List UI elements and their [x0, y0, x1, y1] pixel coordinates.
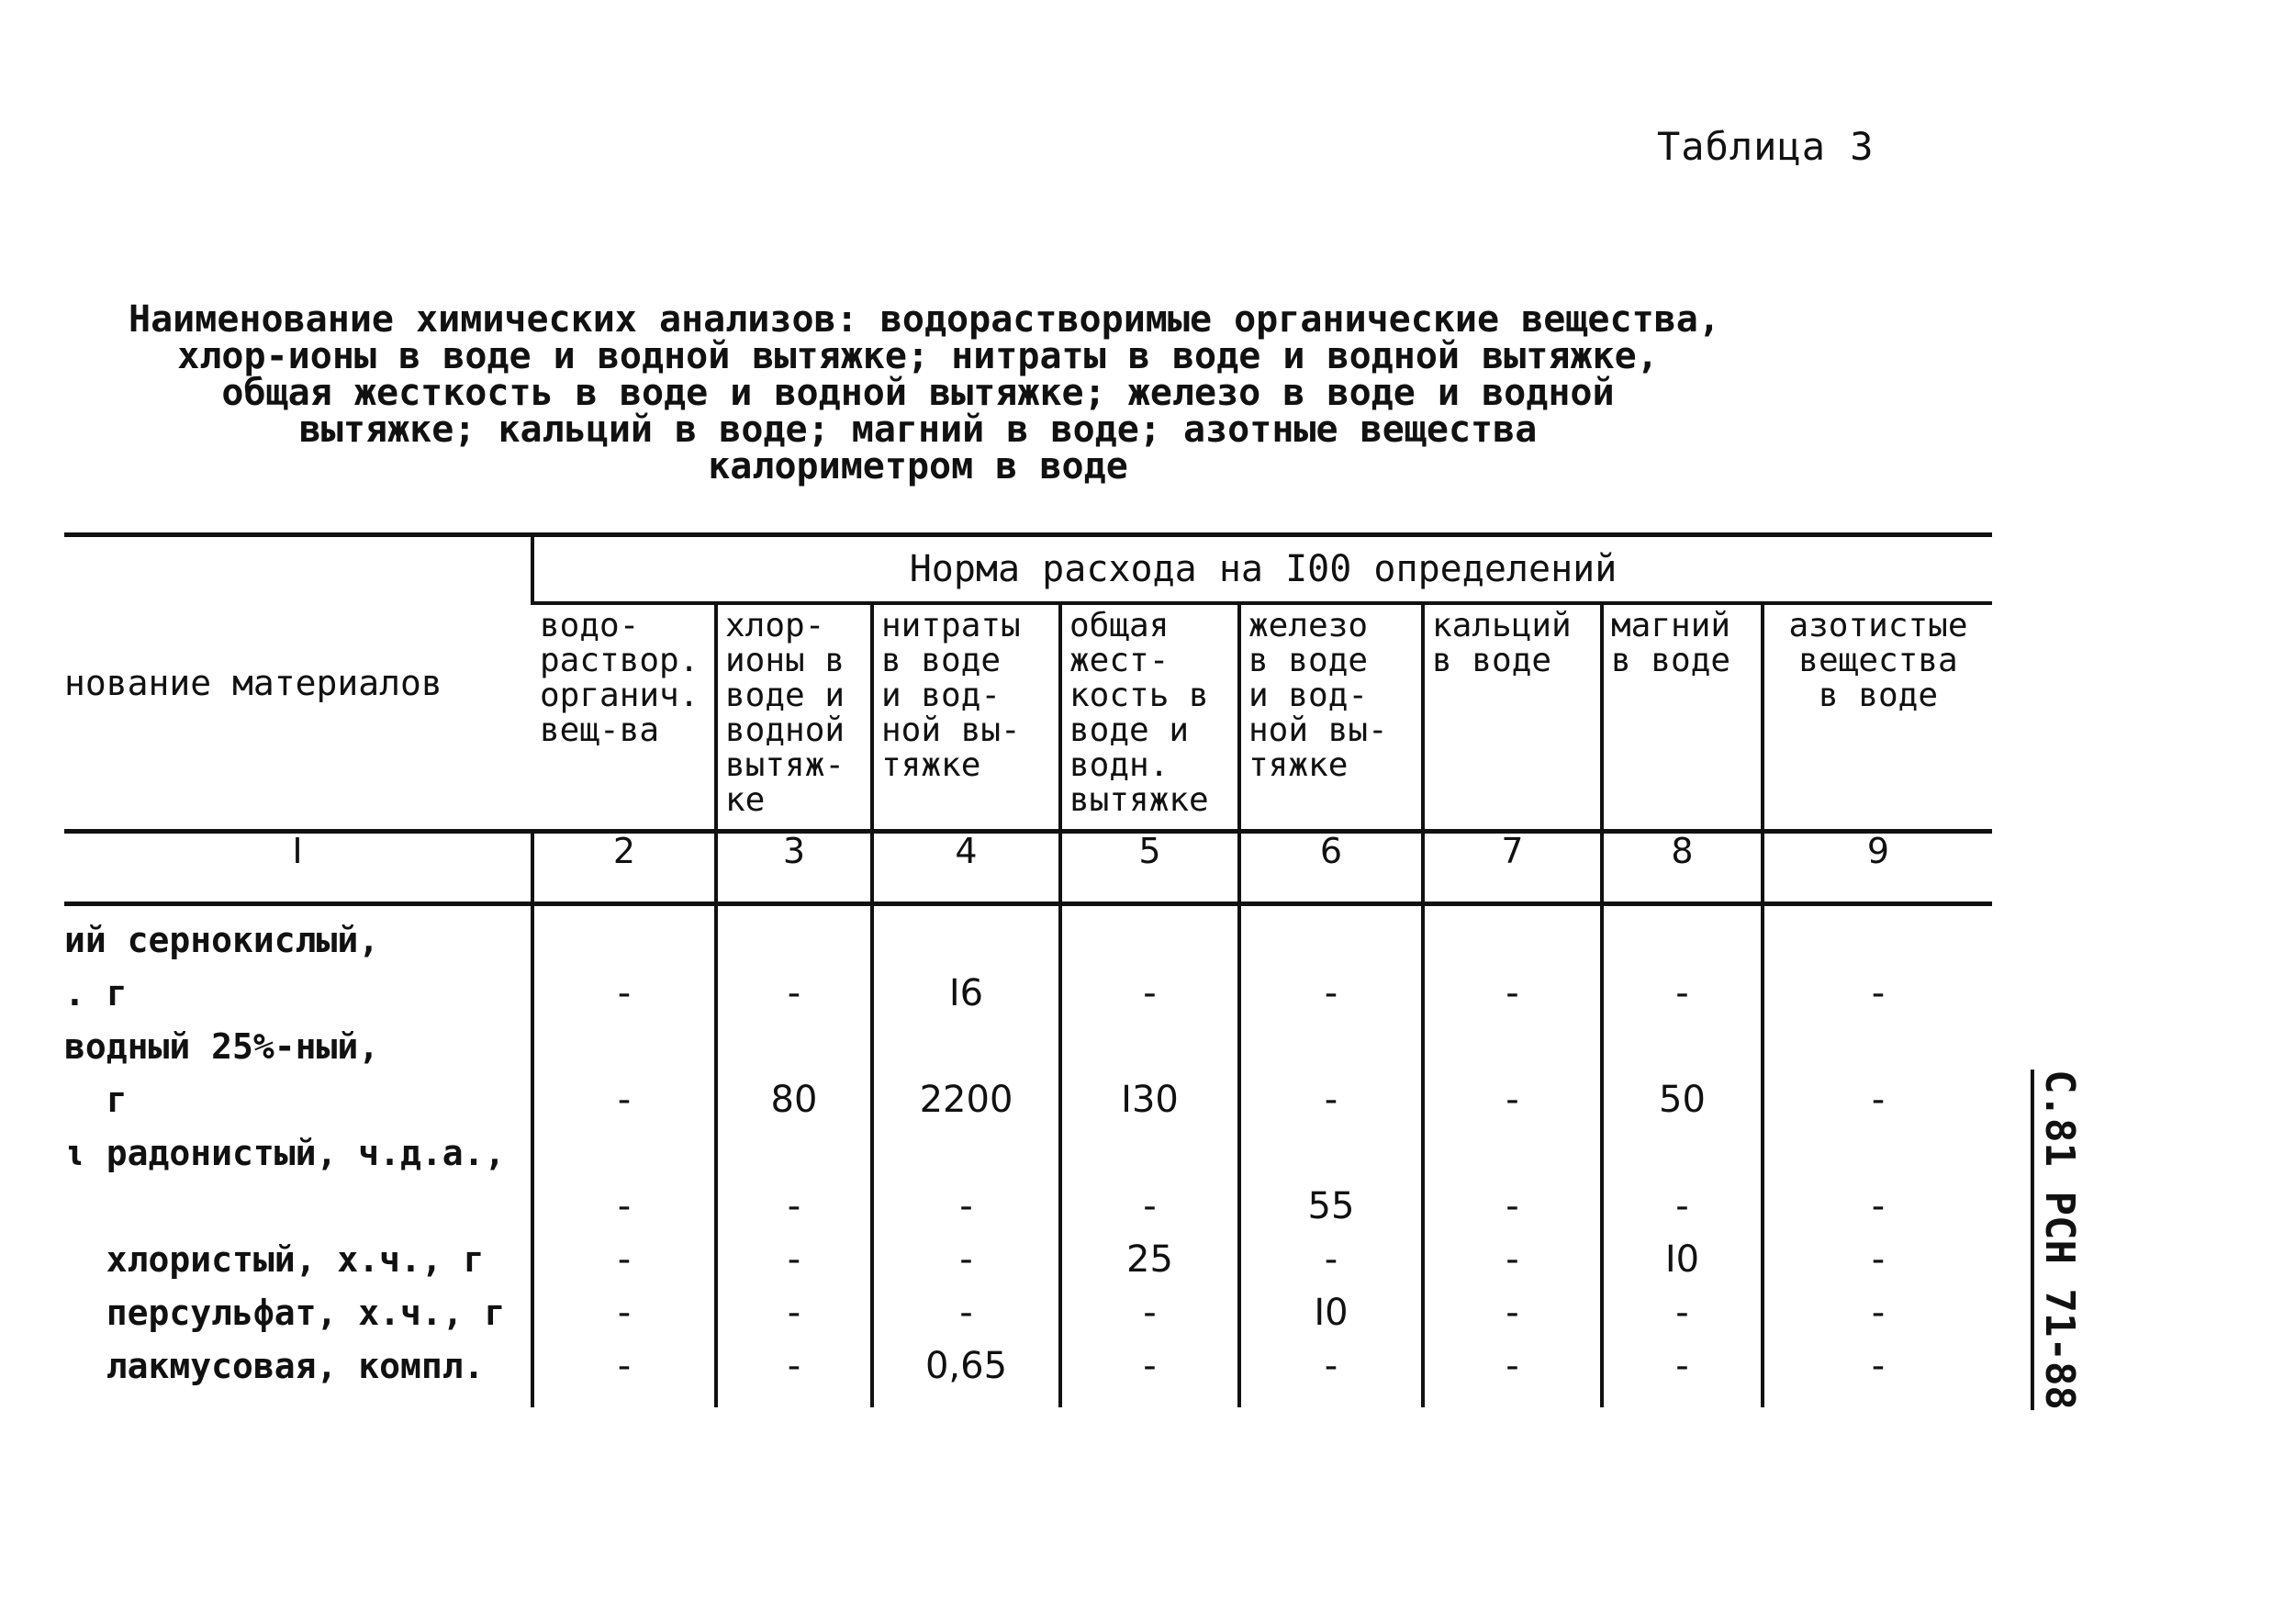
- column-header-line: воде и: [1069, 711, 1190, 749]
- norm-value-cell: [1763, 1136, 1992, 1189]
- norm-value-cell: -: [532, 1082, 716, 1136]
- norm-value-cell: -: [716, 1189, 872, 1242]
- column-header-2: [532, 603, 716, 832]
- column-header-7: [1423, 603, 1602, 832]
- norm-value-cell: [1602, 1029, 1763, 1082]
- table-heading: [129, 298, 1720, 487]
- norm-value-cell: -: [1060, 1349, 1239, 1407]
- norm-value-cell: -: [1763, 1189, 1992, 1242]
- column-header-line: жест-: [1069, 642, 1170, 679]
- norm-value-cell: 80: [716, 1082, 872, 1136]
- norm-value-cell: [716, 1029, 872, 1082]
- norm-value-cell: [532, 1136, 716, 1189]
- column-header-line: ионы в: [725, 642, 845, 679]
- norm-value-cell: [872, 1136, 1060, 1189]
- norm-value-cell: -: [532, 1189, 716, 1242]
- norm-value-cell: 55: [1239, 1189, 1423, 1242]
- material-name-cell: . г: [64, 973, 128, 1014]
- column-number-5: 5: [1060, 832, 1239, 904]
- norm-value-cell: [1239, 1136, 1423, 1189]
- column-header-line: тяжке: [1248, 746, 1349, 784]
- column-header-line: хлор-: [725, 607, 825, 644]
- norm-value-cell: -: [872, 1242, 1060, 1295]
- column-header-line: органич.: [540, 677, 700, 714]
- column-header-9: [1763, 603, 1992, 832]
- column-header-line: водной: [725, 711, 845, 749]
- norm-value-cell: 0,65: [872, 1349, 1060, 1407]
- column-number-3: 3: [716, 832, 872, 904]
- norm-value-cell: [1763, 1029, 1992, 1082]
- norm-value-cell: [716, 904, 872, 977]
- material-name-cell: лакмусовая, компл.: [64, 1346, 485, 1386]
- norm-value-cell: -: [532, 1242, 716, 1295]
- norm-value-cell: [1602, 1136, 1763, 1189]
- column-number-7: 7: [1423, 832, 1602, 904]
- column-header-line: вытяж-: [725, 746, 845, 784]
- norm-value-cell: [532, 1029, 716, 1082]
- table-row: [64, 1029, 1992, 1082]
- column-header-line: в воде: [1818, 677, 1939, 714]
- table-row: [64, 1082, 1992, 1136]
- norm-value-cell: -: [1423, 1082, 1602, 1136]
- material-name-cell: [64, 1189, 532, 1242]
- norm-value-cell: -: [716, 1242, 872, 1295]
- norm-value-cell: 25: [1060, 1242, 1239, 1295]
- column-header-line: азотистые: [1788, 607, 1968, 644]
- norm-value-cell: [1239, 904, 1423, 977]
- norm-value-cell: -: [1763, 1295, 1992, 1349]
- column-header-line: ной вы-: [881, 711, 1021, 749]
- heading-line: хлор-ионы в воде и водной вытяжке; нитраты в воде и водной вытяжке,: [177, 335, 1659, 377]
- column-header-line: ке: [725, 781, 766, 819]
- table-row: [64, 976, 1992, 1029]
- norm-value-cell: -: [716, 976, 872, 1029]
- material-name-cell: ι радонистый, ч.д.а.,: [64, 1133, 506, 1173]
- heading-line: калориметром в воде: [708, 445, 1128, 487]
- column-header-line: общая: [1069, 607, 1170, 644]
- norm-value-cell: I0: [1239, 1295, 1423, 1349]
- norm-group-header: Норма расхода на I00 определений: [532, 535, 1992, 604]
- norm-value-cell: 50: [1602, 1082, 1763, 1136]
- document-code-text: С.81 РСН 71-88: [2031, 1070, 2083, 1410]
- column-header-line: в воде: [1248, 642, 1369, 679]
- column-number-row: [64, 832, 1992, 904]
- norm-value-cell: -: [1423, 1189, 1602, 1242]
- norm-value-cell: -: [716, 1349, 872, 1407]
- norm-value-cell: -: [532, 976, 716, 1029]
- norm-value-cell: -: [1239, 1242, 1423, 1295]
- norm-value-cell: I30: [1060, 1082, 1239, 1136]
- norm-value-cell: -: [1060, 1189, 1239, 1242]
- header-row-group: [64, 535, 1992, 604]
- norm-value-cell: -: [1239, 1349, 1423, 1407]
- norm-value-cell: -: [532, 1349, 716, 1407]
- column-number-1: I: [64, 832, 532, 904]
- column-header-line: вещества: [1798, 642, 1958, 679]
- column-header-line: и вод-: [881, 677, 1002, 714]
- column-header-8: [1602, 603, 1763, 832]
- column-header-line: в воде: [1611, 642, 1731, 679]
- table-row: [64, 1136, 1992, 1189]
- table-number-label: Таблица 3: [1657, 124, 1875, 169]
- column-number-4: 4: [872, 832, 1060, 904]
- column-header-line: водо-: [540, 607, 640, 644]
- column-header-line: в воде: [881, 642, 1002, 679]
- norm-value-cell: 2200: [872, 1082, 1060, 1136]
- document-code-vertical: [2029, 1069, 2084, 1410]
- column-header-line: железо: [1248, 607, 1369, 644]
- norm-value-cell: [872, 1029, 1060, 1082]
- material-name-cell: ий сернокислый,: [64, 920, 380, 960]
- norm-value-cell: -: [1423, 1349, 1602, 1407]
- norm-value-cell: [1423, 1029, 1602, 1082]
- table-body: [64, 904, 1992, 1408]
- table-row: [64, 1189, 1992, 1242]
- column-header-line: тяжке: [881, 746, 981, 784]
- norm-value-cell: I0: [1602, 1242, 1763, 1295]
- column-header-6: [1239, 603, 1423, 832]
- column-number-9: 9: [1763, 832, 1992, 904]
- norm-value-cell: I6: [872, 976, 1060, 1029]
- material-name-cell: хлористый, х.ч., г: [64, 1239, 485, 1280]
- heading-line: общая жесткость в воде и водной вытяжке; железо в воде и водной: [221, 372, 1615, 414]
- norm-value-cell: -: [1602, 1189, 1763, 1242]
- norm-value-cell: -: [1239, 1082, 1423, 1136]
- norm-value-cell: -: [872, 1189, 1060, 1242]
- column-header-line: воде и: [725, 677, 845, 714]
- materials-norm-table: [64, 532, 1992, 1407]
- norm-value-cell: [1239, 1029, 1423, 1082]
- norm-value-cell: -: [1060, 1295, 1239, 1349]
- norm-value-cell: [872, 904, 1060, 977]
- norm-value-cell: [1060, 1136, 1239, 1189]
- column-header-line: ной вы-: [1248, 711, 1388, 749]
- column-header-line: нитраты: [881, 607, 1021, 644]
- norm-value-cell: [532, 904, 716, 977]
- norm-value-cell: [1060, 1029, 1239, 1082]
- column-header-line: кальций: [1432, 607, 1572, 644]
- heading-line: вытяжке; кальций в воде; магний в воде; азотные вещества: [298, 409, 1538, 451]
- material-name-cell: водный 25%-ный,: [64, 1026, 380, 1067]
- norm-value-cell: -: [1763, 1349, 1992, 1407]
- norm-value-cell: -: [872, 1295, 1060, 1349]
- norm-value-cell: -: [1602, 976, 1763, 1029]
- column-header-line: вещ-ва: [540, 711, 660, 749]
- norm-value-cell: -: [1239, 976, 1423, 1029]
- norm-value-cell: -: [1602, 1295, 1763, 1349]
- heading-line: Наименование химических анализов: водорастворимые органические вещества,: [129, 298, 1720, 341]
- column-header-line: водн.: [1069, 746, 1170, 784]
- table-row: [64, 904, 1992, 977]
- norm-value-cell: -: [1423, 1295, 1602, 1349]
- norm-value-cell: [716, 1136, 872, 1189]
- table-row: [64, 1349, 1992, 1407]
- column-header-line: и вод-: [1248, 677, 1369, 714]
- column-header-4: [872, 603, 1060, 832]
- norm-value-cell: -: [1763, 976, 1992, 1029]
- material-name-cell: персульфат, х.ч., г: [64, 1293, 506, 1333]
- materials-column-header: нование материалов: [64, 535, 532, 832]
- norm-value-cell: -: [1763, 1242, 1992, 1295]
- norm-value-cell: [1602, 904, 1763, 977]
- column-number-8: 8: [1602, 832, 1763, 904]
- norm-value-cell: -: [1763, 1082, 1992, 1136]
- norm-value-cell: -: [532, 1295, 716, 1349]
- table-row: [64, 1242, 1992, 1295]
- material-name-cell: г: [64, 1080, 128, 1120]
- column-header-line: магний: [1611, 607, 1731, 644]
- norm-value-cell: -: [1423, 976, 1602, 1029]
- norm-value-cell: -: [716, 1295, 872, 1349]
- column-header-line: кость в: [1069, 677, 1209, 714]
- column-header-line: вытяжке: [1069, 781, 1209, 819]
- norm-value-cell: -: [1423, 1242, 1602, 1295]
- norm-value-cell: -: [1602, 1349, 1763, 1407]
- norm-value-cell: [1060, 904, 1239, 977]
- column-number-2: 2: [532, 832, 716, 904]
- norm-value-cell: [1423, 1136, 1602, 1189]
- norm-value-cell: -: [1060, 976, 1239, 1029]
- column-header-line: раствор.: [540, 642, 700, 679]
- table-row: [64, 1295, 1992, 1349]
- column-number-6: 6: [1239, 832, 1423, 904]
- column-header-5: [1060, 603, 1239, 832]
- norm-value-cell: [1423, 904, 1602, 977]
- column-header-3: [716, 603, 872, 832]
- column-header-line: в воде: [1432, 642, 1552, 679]
- norm-value-cell: [1763, 904, 1992, 977]
